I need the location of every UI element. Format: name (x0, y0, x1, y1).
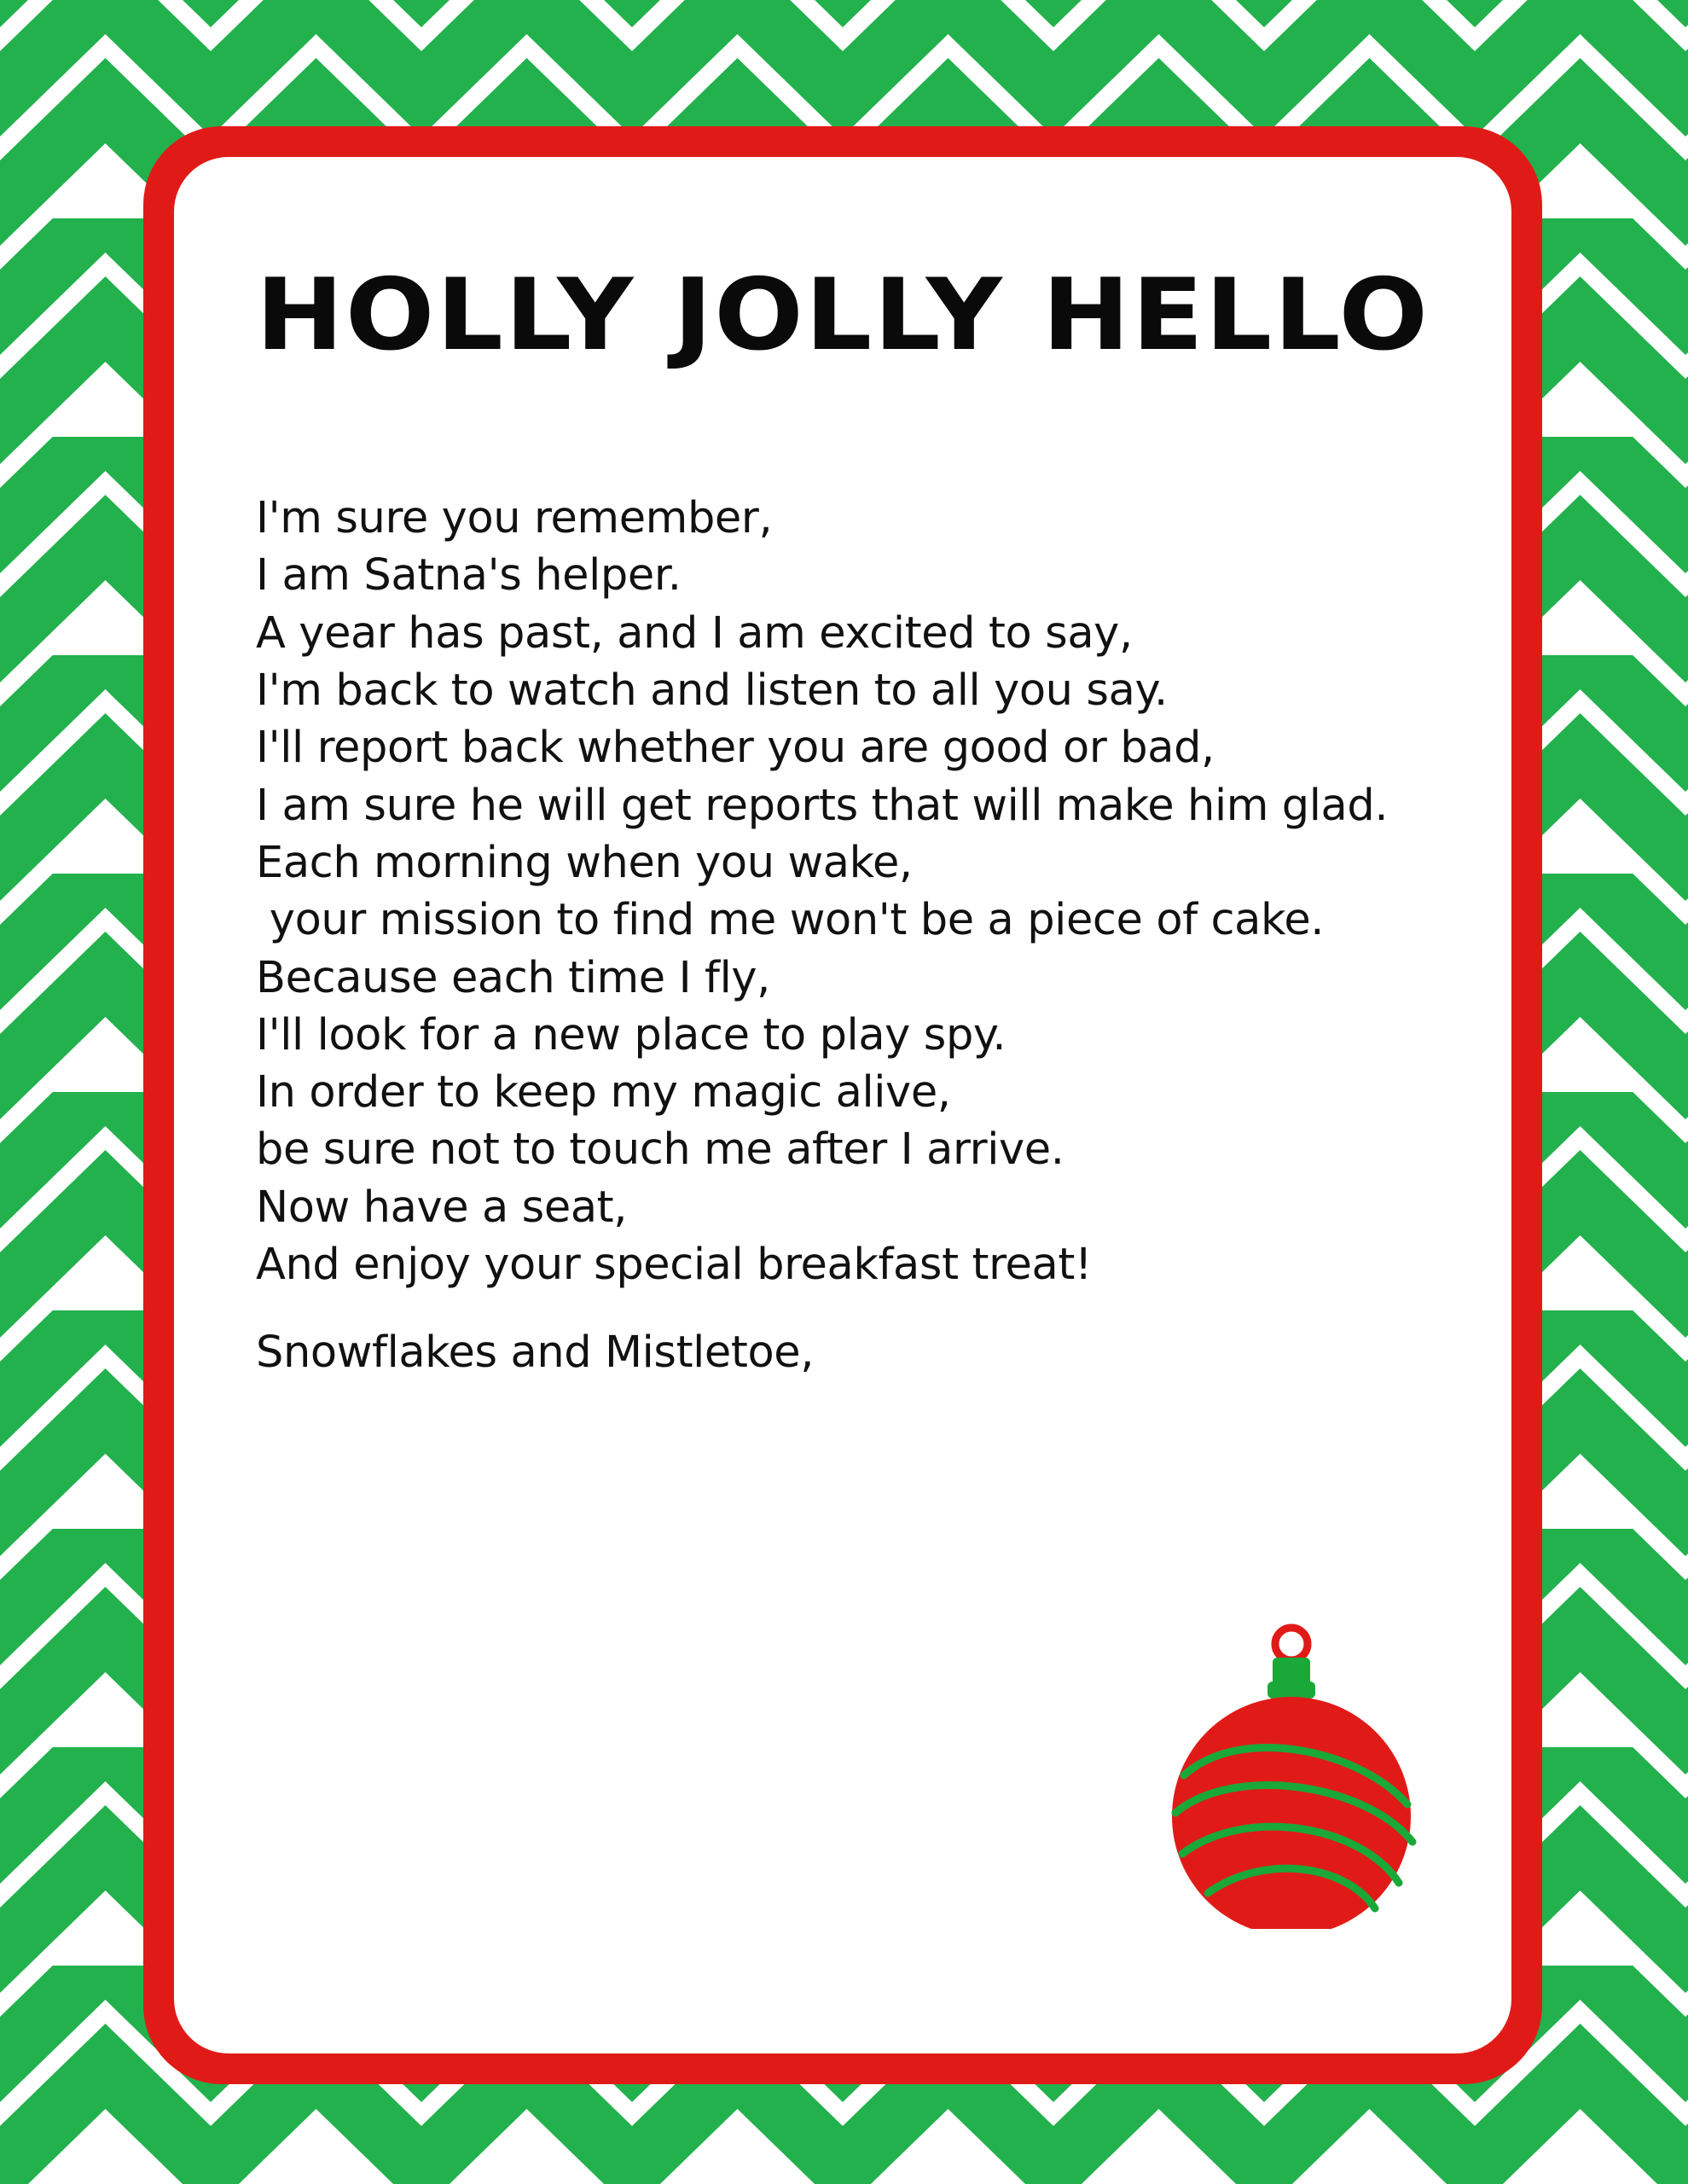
poem-line: Each morning when you wake, (256, 837, 913, 888)
poem-line: I'm sure you remember, (256, 493, 773, 543)
page-title: HOLLY JOLLY HELLO (255, 258, 1430, 373)
letter-card (143, 126, 1542, 2084)
poem-line: Because each time I fly, (256, 952, 770, 1003)
letter-card-inner (174, 157, 1511, 2053)
poem-line: I'll look for a new place to play spy. (256, 1009, 1006, 1060)
poem-line: be sure not to touch me after I arrive. (256, 1124, 1064, 1176)
christmas-ornament-icon (1163, 1622, 1419, 1929)
poem-line: Now have a seat, (256, 1182, 628, 1233)
poem-body (256, 490, 1460, 1381)
poem-line: your mission to find me won't be a piece of cake. (256, 895, 1325, 946)
poem-line: I'm back to watch and listen to all you say. (256, 665, 1168, 716)
poem-line: I am sure he will get reports that will make him glad. (256, 780, 1389, 831)
poem-line: I am Satna's helper. (256, 550, 682, 601)
poem-line: And enjoy your special breakfast treat! (256, 1240, 1092, 1291)
signature-line: Snowflakes and Mistletoe, (256, 1327, 815, 1379)
poem-spacer (256, 1293, 1460, 1324)
poem-line: I'll report back whether you are good or bad, (256, 723, 1215, 774)
poem-line: In order to keep my magic alive, (256, 1067, 951, 1118)
poem-line: A year has past, and I am excited to say, (256, 607, 1133, 659)
